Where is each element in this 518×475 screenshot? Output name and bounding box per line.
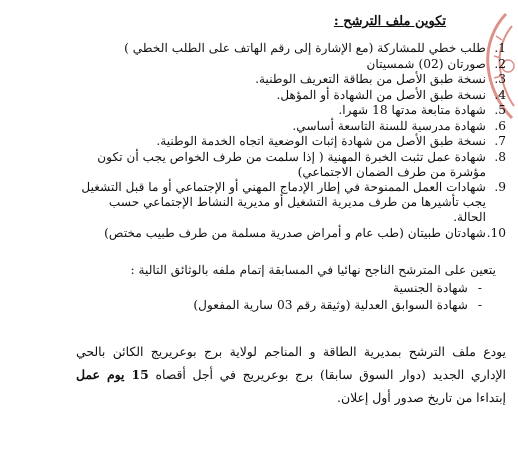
item-text: شهادة مدرسية للسنة التاسعة أساسي. xyxy=(292,118,486,133)
page-title: تكوين ملف الترشح : xyxy=(333,14,446,29)
list-item xyxy=(76,103,506,118)
item-text: شهادة الجنسية xyxy=(393,280,468,295)
deposit-deadline: 15 يوم عمل xyxy=(76,366,149,382)
item-number: 6. xyxy=(494,118,506,133)
item-number: 5. xyxy=(494,103,506,117)
dash-bullet: - xyxy=(477,280,482,295)
item-text: صورتان (02) شمسيتان xyxy=(366,56,486,71)
item-text: نسخة طبق الأصل من بطاقة التعريف الوطنية. xyxy=(255,72,486,86)
list-item xyxy=(76,57,506,72)
item-number: 4. xyxy=(494,87,506,102)
list-item xyxy=(76,298,482,313)
item-text: شهادات العمل الممنوحة في إطار الإدماج المهني أو الإجتماعي أو ما قبل التشغيل يجب تأشيرها من طرف مديرية التشغيل أو مديرية النشاط الإجتماعي حسب الحالة. xyxy=(81,180,486,224)
deposit-text-end: إبتداءا من تاريخ صدور أول إعلان. xyxy=(337,389,506,405)
item-number: 10. xyxy=(486,225,506,240)
list-item xyxy=(76,72,506,87)
deposit-paragraph xyxy=(76,340,506,409)
item-number: 3. xyxy=(494,72,506,86)
list-item xyxy=(76,119,506,134)
item-text: نسخة طبق الأصل من شهادة إثبات الوضعية اتجاه الخدمة الوطنية. xyxy=(156,134,486,148)
item-number: 9. xyxy=(494,180,506,194)
candidacy-document xyxy=(76,14,506,409)
list-item xyxy=(76,134,506,149)
list-item xyxy=(76,281,482,296)
item-number: 7. xyxy=(494,134,506,148)
list-item xyxy=(76,88,506,103)
final-documents-list xyxy=(76,281,506,313)
item-text: شهادتان طبيتان (طب عام و أمراض صدرية مسلمة من طرف طبيب مختص) xyxy=(104,225,486,240)
item-number: 1. xyxy=(494,41,506,55)
item-number: 8. xyxy=(494,149,506,164)
list-item xyxy=(76,226,506,241)
item-text: شهادة متابعة مدتها 18 شهرا. xyxy=(338,103,486,117)
item-text: شهادة عمل تثبت الخبرة المهنية ( إذا سلمت من طرف الخواص يجب أن تكون مؤشرة من طرف الضمان الاجتماعي) xyxy=(97,149,486,179)
list-item xyxy=(76,180,506,225)
requirements-list xyxy=(76,41,506,241)
dash-bullet: - xyxy=(477,297,482,312)
list-item xyxy=(76,41,506,56)
final-documents-intro: يتعين على المترشح الناجح نهائيا في المسابقة إتمام ملفه بالوثائق التالية : xyxy=(130,262,496,277)
item-text: طلب خطي للمشاركة (مع الإشارة إلى رقم الهاتف على الطلب الخطي ) xyxy=(124,41,486,55)
item-text: نسخة طبق الأصل من الشهادة أو المؤهل. xyxy=(276,87,486,102)
deposit-text-start: يودع ملف الترشح بمديرية الطاقة و المناجم لولاية برج بوعريريج الكائن بالحي الإداري الجديد (دوار السوق سابقا) برج بوعريريج في أجل أقصاه xyxy=(76,343,506,382)
item-text: شهادة السوابق العدلية (وثيقة رقم 03 سارية المفعول) xyxy=(193,297,468,312)
item-number: 2. xyxy=(494,56,506,71)
list-item xyxy=(76,150,506,180)
